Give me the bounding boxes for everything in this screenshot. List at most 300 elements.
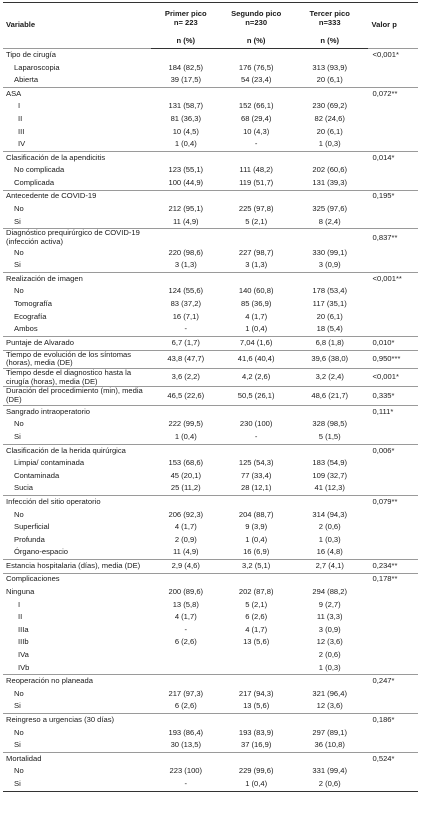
- p-value: [368, 286, 418, 299]
- p-value: 0,335*: [368, 387, 418, 405]
- table-row: [3, 534, 418, 547]
- third-peak-value: [292, 752, 368, 765]
- second-peak-value: 68 (29,4): [240, 113, 272, 123]
- table-section-row: [3, 559, 418, 573]
- first-peak-value: 81 (36,3): [170, 113, 201, 123]
- third-peak-value: 183 (54,9): [312, 458, 348, 468]
- first-peak-value: 25 (11,2): [170, 483, 201, 493]
- p-value: [368, 534, 418, 547]
- table-row: [3, 482, 418, 495]
- first-peak-value: 184 (82,5): [168, 62, 204, 72]
- second-peak-value: 10 (4,3): [243, 126, 270, 136]
- p-value: [368, 727, 418, 740]
- table-row: [3, 298, 418, 311]
- p-value: 0,837**: [368, 229, 418, 247]
- third-peak-value: [292, 405, 368, 418]
- second-peak-value: 227 (98,7): [238, 247, 274, 257]
- row-label: Si: [14, 260, 21, 270]
- second-peak-value: [220, 272, 291, 285]
- p-value: [368, 586, 418, 599]
- third-peak-value: 12 (3,6): [316, 637, 343, 647]
- second-peak-value: [220, 444, 291, 457]
- p-value: [368, 259, 418, 272]
- table-row: [3, 765, 418, 778]
- third-peak-value: 313 (93,9): [312, 62, 348, 72]
- row-label: Si: [14, 701, 21, 711]
- row-label: Tiempo de evolución de los síntomas (horas), media (DE): [3, 350, 151, 368]
- table-section-row: [3, 190, 418, 203]
- first-peak-value: 217 (97,3): [168, 688, 204, 698]
- second-peak-value: 54 (23,4): [240, 75, 272, 85]
- third-peak-value: 20 (6,1): [316, 311, 343, 321]
- p-value: [368, 298, 418, 311]
- row-label: ASA: [3, 87, 151, 100]
- second-peak-value: 28 (12,1): [240, 483, 272, 493]
- table-section-row: [3, 49, 418, 62]
- p-value: [368, 700, 418, 713]
- first-peak-value: [151, 405, 220, 418]
- first-peak-value: [151, 151, 220, 164]
- table-row: [3, 586, 418, 599]
- p-value: 0,195*: [368, 190, 418, 203]
- table-row: [3, 778, 418, 791]
- second-peak-value: 13 (5,6): [243, 701, 270, 711]
- first-peak-value: 83 (37,2): [170, 299, 201, 309]
- second-peak-value: [220, 752, 291, 765]
- row-label: No: [14, 766, 24, 776]
- p-value: [368, 247, 418, 260]
- table-row: [3, 164, 418, 177]
- third-peak-value: [292, 49, 368, 62]
- row-label: IV: [18, 139, 26, 149]
- third-peak-value: 48,6 (21,7): [292, 387, 368, 405]
- first-peak-value: 46,5 (22,6): [151, 387, 220, 405]
- third-peak-value: 117 (35,1): [312, 299, 347, 309]
- table-row: [3, 259, 418, 272]
- third-peak-value: [292, 444, 368, 457]
- row-label: I: [18, 599, 21, 609]
- row-label: Mortalidad: [3, 752, 151, 765]
- third-peak-value: 18 (5,4): [316, 324, 343, 334]
- first-peak-value: 200 (89,6): [168, 587, 204, 597]
- first-peak-value: 2,9 (4,6): [151, 559, 220, 573]
- third-peak-value: [292, 573, 368, 586]
- second-peak-value: [220, 49, 291, 62]
- p-value: 0,178**: [368, 573, 418, 586]
- second-peak-value: 4 (1,7): [245, 311, 268, 321]
- second-peak-value: 3 (1,3): [245, 260, 268, 270]
- first-peak-value: [151, 752, 220, 765]
- p-value: [368, 203, 418, 216]
- third-peak-value: 297 (89,1): [312, 727, 348, 737]
- row-label: No: [14, 509, 24, 519]
- row-label: Contaminada: [14, 470, 60, 480]
- table-section-row: [3, 368, 418, 386]
- p-value: 0,006*: [368, 444, 418, 457]
- table-row: [3, 649, 418, 662]
- second-peak-value: 13 (5,6): [243, 637, 270, 647]
- third-peak-value: 3 (0,9): [318, 260, 341, 270]
- row-label: Tomografía: [14, 299, 52, 309]
- first-peak-value: 30 (13,5): [170, 740, 201, 750]
- row-label: IIIb: [18, 637, 29, 647]
- second-peak-value: 125 (54,3): [238, 458, 274, 468]
- table-section-row: [3, 675, 418, 688]
- p-value: 0,247*: [368, 675, 418, 688]
- first-peak-name: Primer pico: [164, 9, 207, 19]
- p-value: 0,524*: [368, 752, 418, 765]
- first-peak-value: 206 (92,3): [168, 509, 204, 519]
- p-value: [368, 649, 418, 662]
- table-row: [3, 470, 418, 483]
- first-peak-value: [151, 444, 220, 457]
- second-peak-value: 9 (3,9): [245, 522, 268, 532]
- first-peak-value: [151, 190, 220, 203]
- table-section-row: [3, 229, 418, 247]
- row-label: Ninguna: [6, 587, 35, 597]
- first-peak-value: 13 (5,8): [172, 599, 199, 609]
- third-peak-value: 6,8 (1,8): [292, 336, 368, 350]
- first-peak-value: 212 (95,1): [168, 204, 204, 214]
- table-row: [3, 739, 418, 752]
- third-peak-value: 2 (0,6): [318, 522, 341, 532]
- subheader-second: n (%): [220, 35, 291, 49]
- second-peak-value: 5 (2,1): [245, 216, 268, 226]
- third-peak-value: 5 (1,5): [318, 431, 341, 441]
- second-peak-value: 77 (33,4): [240, 470, 272, 480]
- third-peak-value: 202 (60,6): [312, 165, 348, 175]
- p-value: [368, 482, 418, 495]
- table-row: [3, 138, 418, 151]
- p-value: [368, 311, 418, 324]
- first-peak-value: [151, 649, 220, 662]
- second-peak-value: 217 (94,3): [238, 688, 274, 698]
- table-row: [3, 113, 418, 126]
- third-peak-value: 16 (4,8): [316, 547, 343, 557]
- first-peak-value: 45 (20,1): [170, 470, 201, 480]
- third-peak-value: 109 (32,7): [312, 470, 348, 480]
- first-peak-value: 1 (0,4): [174, 431, 197, 441]
- p-value: [368, 765, 418, 778]
- row-label: Reoperación no planeada: [3, 675, 151, 688]
- first-peak-value: 1 (0,4): [174, 139, 197, 149]
- row-label: Antecedente de COVID-19: [3, 190, 151, 203]
- third-peak-value: 325 (97,6): [312, 204, 348, 214]
- row-label: Complicada: [14, 177, 55, 187]
- second-peak-value: -: [254, 431, 258, 441]
- table-row: [3, 431, 418, 444]
- first-peak-value: 11 (4,9): [172, 216, 199, 226]
- first-peak-value: 222 (99,5): [168, 419, 204, 429]
- row-label: Ecografía: [14, 311, 47, 321]
- first-peak-value: [151, 229, 220, 247]
- second-peak-value: 140 (60,8): [238, 286, 274, 296]
- table-row: [3, 286, 418, 299]
- table-section-row: [3, 272, 418, 285]
- second-peak-value: 152 (66,1): [238, 101, 274, 111]
- table-row: [3, 599, 418, 612]
- third-peak-value: 3 (0,9): [318, 624, 341, 634]
- first-peak-value: 39 (17,5): [170, 75, 201, 85]
- p-value: [368, 457, 418, 470]
- second-peak-value: [220, 662, 291, 675]
- row-label: Clasificación de la apendicitis: [3, 151, 151, 164]
- p-value: 0,014*: [368, 151, 418, 164]
- p-value: [368, 521, 418, 534]
- row-label: Si: [14, 216, 21, 226]
- row-label: Si: [3, 778, 151, 791]
- third-peak-n: n=333: [318, 18, 341, 27]
- table-row: [3, 611, 418, 624]
- third-peak-value: 131 (39,3): [312, 177, 348, 187]
- second-peak-value: 50,5 (26,1): [220, 387, 291, 405]
- second-peak-value: 230 (100): [239, 419, 273, 429]
- p-value: [368, 418, 418, 431]
- first-peak-value: 223 (100): [169, 766, 203, 776]
- second-peak-value: [220, 405, 291, 418]
- row-label: Complicaciones: [3, 573, 151, 586]
- row-label: No: [14, 727, 24, 737]
- first-peak-value: [151, 495, 220, 508]
- results-table: [3, 2, 418, 792]
- third-peak-value: 2,7 (4,1): [292, 559, 368, 573]
- first-peak-value: 123 (55,1): [168, 165, 204, 175]
- table-row: [3, 700, 418, 713]
- row-label: Puntaje de Alvarado: [3, 336, 151, 350]
- p-value: [368, 62, 418, 75]
- first-peak-value: 4 (1,7): [174, 612, 197, 622]
- second-peak-value: 204 (88,7): [238, 509, 274, 519]
- second-peak-value: 111 (48,2): [239, 165, 273, 175]
- third-peak-value: 330 (99,1): [312, 247, 348, 257]
- p-value: [368, 138, 418, 151]
- third-peak-value: 8 (2,4): [318, 216, 341, 226]
- second-peak-value: 5 (2,1): [245, 599, 268, 609]
- p-value: [368, 637, 418, 650]
- second-peak-value: 1 (0,4): [220, 778, 291, 791]
- table-row: [3, 74, 418, 87]
- first-peak-value: [151, 49, 220, 62]
- first-peak-value: 6 (2,6): [174, 701, 197, 711]
- p-value: [368, 611, 418, 624]
- row-label: Diagnóstico prequirúrgico de COVID-19 (infección activa): [3, 229, 151, 247]
- third-peak-value: [292, 272, 368, 285]
- third-peak-value: [292, 229, 368, 247]
- second-peak-value: -: [254, 139, 258, 149]
- third-peak-value: 1 (0,3): [318, 534, 341, 544]
- p-value: <0,001**: [368, 272, 418, 285]
- table-section-row: [3, 387, 418, 405]
- row-label: Tiempo desde el diagnostico hasta la cirugía (horas), media (DE): [3, 368, 151, 386]
- third-peak-value: 294 (88,2): [312, 587, 348, 597]
- table-body: [3, 49, 418, 792]
- p-value: [368, 778, 418, 791]
- p-value: <0,001*: [368, 49, 418, 62]
- header-variable: Variable: [3, 3, 151, 49]
- p-value: [368, 599, 418, 612]
- second-peak-value: 176 (76,5): [238, 62, 274, 72]
- p-value: <0,001*: [368, 368, 418, 386]
- row-label: Superficial: [14, 522, 50, 532]
- second-peak-value: [220, 675, 291, 688]
- row-label: Profunda: [14, 534, 45, 544]
- p-value: [368, 546, 418, 559]
- table-section-row: [3, 405, 418, 418]
- first-peak-value: 100 (44,9): [168, 177, 204, 187]
- row-label: Si: [14, 431, 21, 441]
- row-label: Sangrado intraoperatorio: [3, 405, 151, 418]
- third-peak-value: 12 (3,6): [316, 701, 343, 711]
- p-value: [368, 164, 418, 177]
- second-peak-value: [220, 649, 291, 662]
- row-label: No: [14, 204, 24, 214]
- third-peak-value: [292, 714, 368, 727]
- table-row: [3, 216, 418, 229]
- second-peak-value: 16 (6,9): [243, 547, 270, 557]
- table-row: [3, 662, 418, 675]
- third-peak-value: 20 (6,1): [316, 126, 343, 136]
- first-peak-value: [151, 714, 220, 727]
- table-section-row: [3, 714, 418, 727]
- row-label: I: [18, 101, 21, 111]
- third-peak-value: 328 (98,5): [312, 419, 348, 429]
- p-value: 0,111*: [368, 405, 418, 418]
- first-peak-value: -: [184, 324, 188, 334]
- table-row: [3, 546, 418, 559]
- second-peak-value: 4,2 (2,6): [220, 368, 291, 386]
- table-row: [3, 521, 418, 534]
- third-peak-value: 1 (0,3): [318, 139, 341, 149]
- p-value: 0,950***: [368, 350, 418, 368]
- p-value: 0,010*: [368, 336, 418, 350]
- row-label: Tipo de cirugía: [3, 49, 151, 62]
- table-row: [3, 727, 418, 740]
- table-section-row: [3, 444, 418, 457]
- second-peak-value: 225 (97,8): [238, 204, 274, 214]
- row-label: Clasificación de la herida quirúrgica: [3, 444, 151, 457]
- first-peak-value: -: [184, 624, 188, 634]
- first-peak-value: 11 (4,9): [172, 547, 199, 557]
- first-peak-value: [151, 675, 220, 688]
- p-value: 0,186*: [368, 714, 418, 727]
- row-label: III: [18, 126, 25, 136]
- first-peak-value: 131 (58,7): [168, 101, 204, 111]
- p-value: 0,234**: [368, 559, 418, 573]
- second-peak-value: [220, 229, 291, 247]
- second-peak-value: 119 (51,7): [239, 177, 274, 187]
- table-section-row: [3, 87, 418, 100]
- row-label: Realización de imagen: [3, 272, 151, 285]
- p-value: 0,072**: [368, 87, 418, 100]
- p-value: [368, 470, 418, 483]
- second-peak-value: [220, 573, 291, 586]
- p-value: [368, 323, 418, 336]
- third-peak-value: 20 (6,1): [316, 75, 343, 85]
- third-peak-value: [292, 87, 368, 100]
- first-peak-value: 43,8 (47,7): [151, 350, 220, 368]
- third-peak-name: Tercer pico: [309, 9, 350, 19]
- second-peak-value: 229 (99,6): [238, 766, 274, 776]
- first-peak-value: [151, 87, 220, 100]
- first-peak-value: 2 (0,9): [174, 534, 197, 544]
- table-section-row: [3, 752, 418, 765]
- first-peak-value: [151, 662, 220, 675]
- row-label: IVa: [18, 650, 29, 660]
- row-label: IVb: [18, 662, 30, 672]
- p-value: [368, 100, 418, 113]
- row-label: Ambos: [14, 324, 38, 334]
- table-row: [3, 457, 418, 470]
- second-peak-value: 1 (0,4): [245, 534, 268, 544]
- p-value: [368, 177, 418, 190]
- second-peak-value: [220, 151, 291, 164]
- second-peak-value: [220, 714, 291, 727]
- third-peak-value: 1 (0,3): [318, 662, 341, 672]
- third-peak-value: 2 (0,6): [318, 650, 341, 660]
- row-label: Limpia/ contaminada: [14, 458, 85, 468]
- row-label: No: [14, 419, 24, 429]
- third-peak-value: [292, 190, 368, 203]
- second-peak-value: 193 (83,9): [238, 727, 274, 737]
- row-label: No: [14, 247, 24, 257]
- header-second-peak: [220, 3, 291, 36]
- row-label: Duración del procedimiento (min), media (DE): [3, 387, 151, 405]
- first-peak-value: 124 (55,6): [168, 286, 204, 296]
- table-row: [3, 311, 418, 324]
- first-peak-value: 193 (86,4): [168, 727, 204, 737]
- p-value: [368, 113, 418, 126]
- first-peak-value: 6,7 (1,7): [151, 336, 220, 350]
- p-value: [368, 509, 418, 522]
- second-peak-value: 7,04 (1,6): [220, 336, 291, 350]
- table-row: [3, 624, 418, 637]
- table-row: [3, 203, 418, 216]
- first-peak-value: -: [151, 778, 220, 791]
- header-pvalue: Valor p: [368, 3, 418, 49]
- row-label: No complicada: [14, 165, 65, 175]
- row-label: IIIa: [18, 624, 29, 634]
- p-value: [368, 688, 418, 701]
- row-label: Sucia: [14, 483, 33, 493]
- third-peak-value: 3,2 (2,4): [292, 368, 368, 386]
- third-peak-value: 314 (94,3): [312, 509, 348, 519]
- row-label: Laparoscopia: [14, 62, 60, 72]
- first-peak-value: 6 (2,6): [174, 637, 197, 647]
- table-header: [3, 3, 418, 49]
- table-row: [3, 509, 418, 522]
- row-label: Estancia hospitalaria (días), media (DE): [3, 559, 151, 573]
- row-label: Abierta: [14, 75, 39, 85]
- header-third-peak: [292, 3, 368, 36]
- row-label: No: [14, 688, 24, 698]
- p-value: [368, 126, 418, 139]
- third-peak-value: 230 (69,2): [312, 101, 348, 111]
- p-value: 0,079**: [368, 495, 418, 508]
- table-row: [3, 323, 418, 336]
- table-section-row: [3, 151, 418, 164]
- subheader-third: n (%): [292, 35, 368, 49]
- third-peak-value: 82 (24,6): [314, 113, 345, 123]
- table-section-row: [3, 350, 418, 368]
- second-peak-value: [220, 190, 291, 203]
- second-peak-value: 41,6 (40,4): [220, 350, 291, 368]
- table-row: [3, 637, 418, 650]
- second-peak-value: [220, 495, 291, 508]
- header-first-peak: [151, 3, 220, 36]
- first-peak-value: 16 (7,1): [172, 311, 199, 321]
- table-row: [3, 62, 418, 75]
- table-section-row: [3, 336, 418, 350]
